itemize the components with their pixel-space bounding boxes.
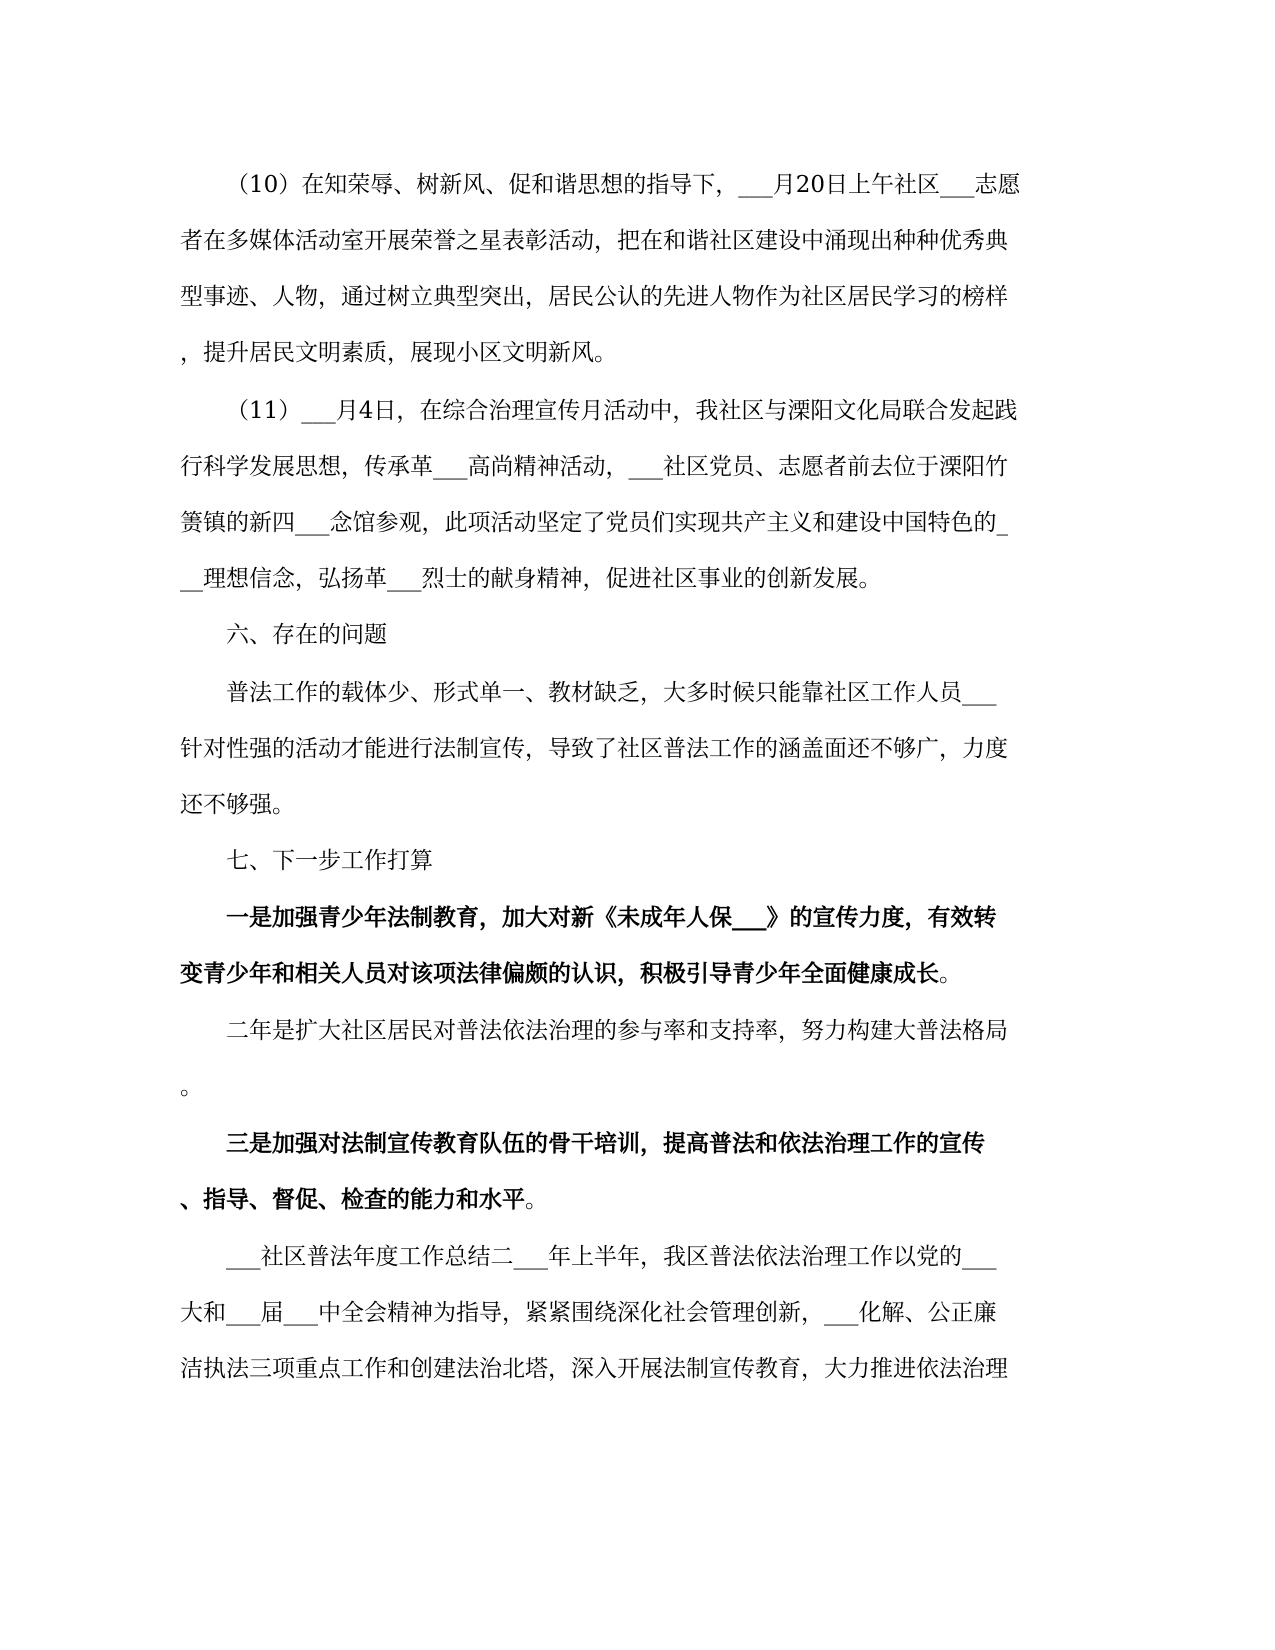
paragraph-line: 普法工作的载体少、形式单一、教材缺乏，大多时候只能靠社区工作人员___ [226, 680, 997, 706]
paragraph-line: 者在多媒体活动室开展荣誉之星表彰活动，把在和谐社区建设中涌现出种种优秀典 [180, 228, 1008, 254]
paragraph-line: 还不够强。 [180, 792, 295, 818]
section-heading: 六、存在的问题 [226, 622, 387, 648]
paragraph-line: 一是加强青少年法制教育，加大对新《未成年人保___》的宣传力度，有效转 [226, 904, 997, 931]
bold-text: 变青少年和相关人员对该项法律偏颇的认识，积极引导青少年全面健康成长 [180, 960, 939, 987]
paragraph-line: （10）在知荣辱、树新风、促和谐思想的指导下，___月20日上午社区___志愿 [226, 172, 1021, 198]
paragraph-line: 二年是扩大社区居民对普法依法治理的参与率和支持率，努力构建大普法格局 [226, 1018, 1008, 1044]
paragraph-line: 三是加强对法制宣传教育队伍的骨干培训，提高普法和依法治理工作的宣传 [226, 1130, 985, 1157]
paragraph-line: 箦镇的新四___念馆参观，此项活动坚定了党员们实现共产主义和建设中国特色的_ [180, 510, 1008, 536]
paragraph-line: ___社区普法年度工作总结二___年上半年，我区普法依法治理工作以党的___ [226, 1244, 997, 1270]
tail-punctuation: 。 [939, 961, 962, 987]
paragraph-line [180, 959, 1040, 989]
paragraph-line: 。 [180, 1074, 203, 1100]
paragraph-line: ，提升居民文明素质，展现小区文明新风。 [180, 340, 617, 366]
paragraph-line: 针对性强的活动才能进行法制宣传，导致了社区普法工作的涵盖面还不够广，力度 [180, 736, 1008, 762]
paragraph-line: __理想信念，弘扬革___烈士的献身精神，促进社区事业的创新发展。 [180, 566, 882, 592]
paragraph-line: 行科学发展思想，传承革___高尚精神活动，___社区党员、志愿者前去位于溧阳竹 [180, 454, 1008, 480]
bold-text: 、指导、督促、检查的能力和水平 [180, 1186, 525, 1213]
paragraph-line: 大和___届___中全会精神为指导，紧紧围绕深化社会管理创新，___化解、公正廉 [180, 1300, 997, 1326]
paragraph-line: 洁执法三项重点工作和创建法治北塔，深入开展法制宣传教育，大力推进依法治理 [180, 1356, 1008, 1382]
paragraph-line: （11）___月4日，在综合治理宣传月活动中，我社区与溧阳文化局联合发起践 [226, 398, 1018, 424]
section-heading: 七、下一步工作打算 [226, 848, 433, 874]
paragraph-line: 型事迹、人物，通过树立典型突出，居民公认的先进人物作为社区居民学习的榜样 [180, 284, 1008, 310]
paragraph-line [180, 1185, 1040, 1215]
tail-punctuation: 。 [525, 1187, 548, 1213]
